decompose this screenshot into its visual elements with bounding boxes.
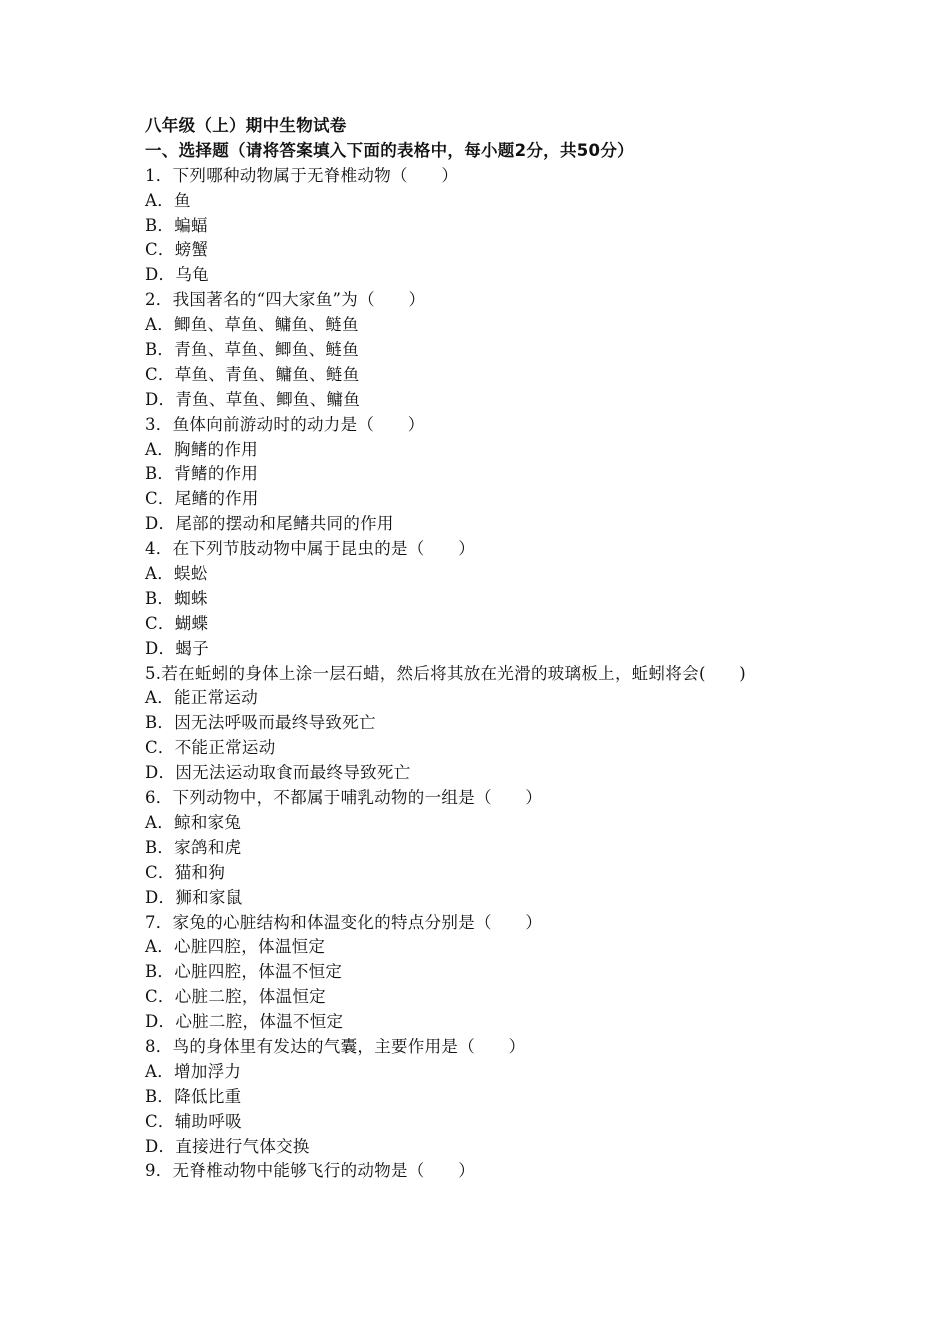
question-stem: 3．鱼体向前游动时的动力是（ ） — [145, 414, 425, 434]
option-a: A．心脏四腔，体温恒定 — [145, 937, 326, 957]
option-b: B．青鱼、草鱼、鲫鱼、鲢鱼 — [145, 340, 360, 360]
option-a: A．鲫鱼、草鱼、鳙鱼、鲢鱼 — [145, 315, 359, 335]
option-a: A．鱼 — [145, 190, 191, 210]
option-d: D．青鱼、草鱼、鲫鱼、鳙鱼 — [145, 389, 361, 409]
option-b: B．背鳍的作用 — [145, 464, 259, 484]
option-a: A．增加浮力 — [145, 1061, 242, 1081]
option-c: C．螃蟹 — [145, 240, 209, 260]
option-a: A．蜈蚣 — [145, 564, 208, 584]
option-a: A．能正常运动 — [145, 688, 259, 708]
option-c: C．不能正常运动 — [145, 738, 276, 758]
question-stem: 1．下列哪种动物属于无脊椎动物（ ） — [145, 165, 459, 185]
option-c: C．草鱼、青鱼、鳙鱼、鲢鱼 — [145, 364, 360, 384]
question-stem: 7．家兔的心脏结构和体温变化的特点分别是（ ） — [145, 912, 543, 932]
option-d: D．因无法运动取食而最终导致死亡 — [145, 763, 411, 783]
option-b: B．家鸽和虎 — [145, 837, 242, 857]
option-d: D．蝎子 — [145, 638, 209, 658]
option-b: B．因无法呼吸而最终导致死亡 — [145, 713, 376, 733]
question-stem: 6．下列动物中，不都属于哺乳动物的一组是（ ） — [145, 788, 543, 808]
exam-title: 八年级（上）期中生物试卷 — [145, 116, 347, 135]
option-c: C．猫和狗 — [145, 862, 226, 882]
option-b: B．降低比重 — [145, 1086, 242, 1106]
section-heading: 一、选择题（请将答案填入下面的表格中，每小题2分，共50分） — [145, 140, 634, 160]
question-stem: 9．无脊椎动物中能够飞行的动物是（ ） — [145, 1161, 475, 1181]
exam-page — [145, 114, 845, 1184]
option-c: C．辅助呼吸 — [145, 1111, 242, 1131]
option-c: C．心脏二腔，体温恒定 — [145, 987, 326, 1007]
question-stem: 5.若在蚯蚓的身体上涂一层石蜡，然后将其放在光滑的玻璃板上，蚯蚓将会( ) — [145, 663, 747, 683]
option-a: A．胸鳍的作用 — [145, 439, 259, 459]
option-d: D．乌龟 — [145, 265, 209, 285]
option-c: C．蝴蝶 — [145, 613, 209, 633]
question-stem: 8．鸟的身体里有发达的气囊，主要作用是（ ） — [145, 1036, 526, 1056]
option-b: B．心脏四腔，体温不恒定 — [145, 962, 343, 982]
option-d: D．狮和家鼠 — [145, 887, 243, 907]
option-b: B．蝙蝠 — [145, 215, 208, 235]
option-d: D．直接进行气体交换 — [145, 1136, 310, 1156]
option-d: D．尾部的摆动和尾鳍共同的作用 — [145, 514, 394, 534]
question-stem: 2．我国著名的“四大家鱼”为（ ） — [145, 290, 426, 310]
question-stem: 4．在下列节肢动物中属于昆虫的是（ ） — [145, 539, 475, 559]
option-c: C．尾鳍的作用 — [145, 489, 259, 509]
option-d: D．心脏二腔，体温不恒定 — [145, 1012, 344, 1032]
option-b: B．蜘蛛 — [145, 588, 208, 608]
option-a: A．鲸和家兔 — [145, 812, 242, 832]
